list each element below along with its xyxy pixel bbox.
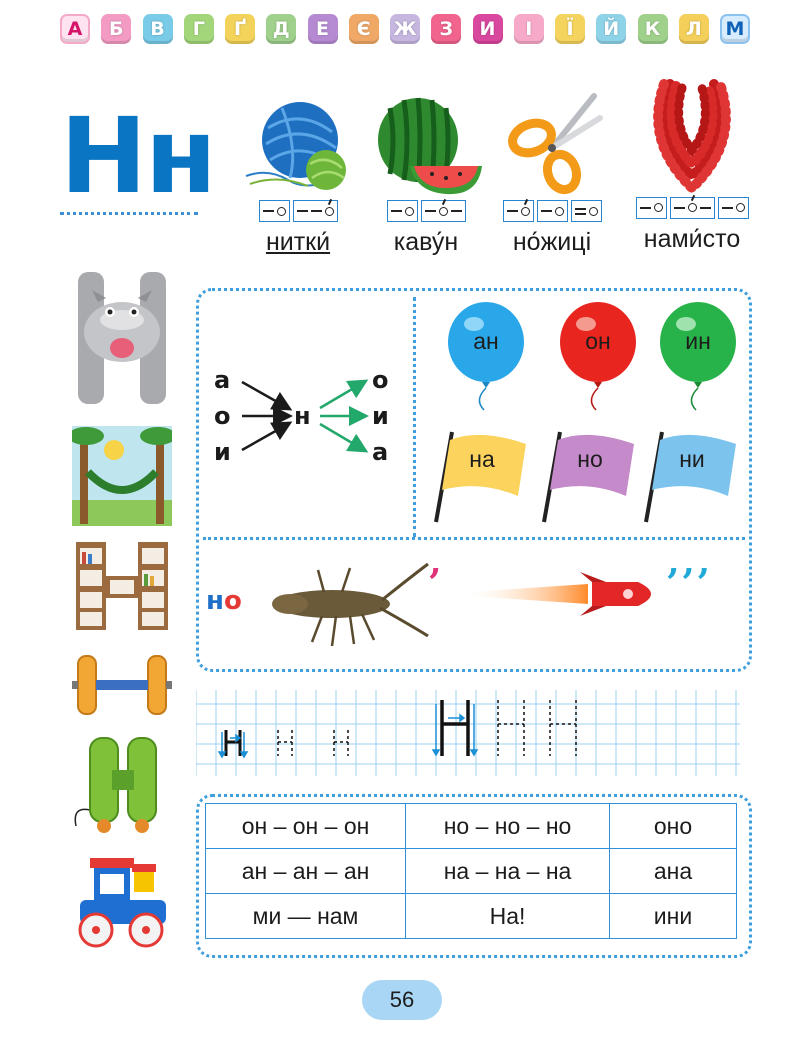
syllable-table <box>205 803 737 939</box>
letter-underline <box>60 212 198 215</box>
short-sound-mark: ’ <box>428 560 442 605</box>
table-row <box>206 894 737 939</box>
flag-label: на <box>469 446 495 472</box>
table-cell: ини <box>610 894 737 939</box>
table-cell: ми — нам <box>206 894 406 939</box>
syllable-o: о <box>223 586 242 616</box>
letter-n-center: н <box>294 402 311 430</box>
letter-a-right: а <box>372 438 389 466</box>
sound-scheme <box>387 200 466 222</box>
beads-necklace-icon <box>632 76 752 196</box>
alphabet-letter: З <box>431 14 461 44</box>
alphabet-letter: Є <box>349 14 379 44</box>
letter-y-right: и <box>372 402 389 430</box>
yarn-ball-icon <box>238 88 358 196</box>
syllable-n: н <box>206 586 224 616</box>
letter-o-left: о <box>214 402 231 430</box>
table-cell: на – на – на <box>406 849 610 894</box>
alphabet-letter: А <box>60 14 90 44</box>
letter-y-left: и <box>214 438 231 466</box>
bookshelf-letter-icon <box>72 540 172 632</box>
table-cell: На! <box>406 894 610 939</box>
alphabet-letter: І <box>514 14 544 44</box>
crayfish-icon <box>262 556 432 652</box>
page-number: 56 <box>362 980 442 1020</box>
scissors-icon <box>492 88 612 196</box>
alphabet-letter: Б <box>101 14 131 44</box>
balloon-label: ан <box>473 328 499 354</box>
table-cell: ана <box>610 849 737 894</box>
long-sound-mark: ’’’ <box>666 560 712 605</box>
balloon-yn-icon <box>656 300 740 412</box>
writing-grid <box>196 690 740 776</box>
word-card-nozhytsi <box>482 88 622 257</box>
syllable-no <box>206 586 242 616</box>
sound-scheme <box>503 200 602 222</box>
balloon-on-icon <box>556 300 640 412</box>
alphabet-letter: Ґ <box>225 14 255 44</box>
panel-divider <box>203 537 745 540</box>
balloon-an-icon <box>444 300 528 412</box>
flag-no-icon <box>538 428 638 524</box>
table-cell: он – он – он <box>206 804 406 849</box>
word-card-nytky <box>228 88 368 257</box>
alphabet-letter: Е <box>308 14 338 44</box>
flag-na-icon <box>430 428 530 524</box>
word-label: но́жиці <box>512 228 592 256</box>
word-label: каву́н <box>393 228 459 256</box>
alphabet-letter: Г <box>184 14 214 44</box>
watermelon-icon <box>366 88 486 196</box>
merge-arrows-icon <box>236 366 376 466</box>
alphabet-letter: Ж <box>390 14 420 44</box>
letter-o-right: о <box>372 366 389 394</box>
alphabet-letter: Л <box>679 14 709 44</box>
balloon-label: ин <box>685 328 711 354</box>
word-card-namysto <box>622 76 762 254</box>
rocket-icon <box>468 570 666 618</box>
flag-label: ни <box>679 446 705 472</box>
alphabet-letter: М <box>720 14 750 44</box>
sound-scheme <box>259 200 338 222</box>
table-row <box>206 804 737 849</box>
green-spool-icon <box>72 736 172 836</box>
table-cell: ан – ан – ан <box>206 849 406 894</box>
alphabet-letter: Д <box>266 14 296 44</box>
word-label: нитки́ <box>265 228 331 256</box>
table-cell: оно <box>610 804 737 849</box>
hippo-letter-icon <box>72 268 172 408</box>
alphabet-letter: Й <box>596 14 626 44</box>
word-label: нами́сто <box>643 224 741 253</box>
panel-divider <box>413 297 416 537</box>
table-row <box>206 849 737 894</box>
table-cell: но – но – но <box>406 804 610 849</box>
alphabet-letter: И <box>473 14 503 44</box>
toy-train-icon <box>72 854 172 950</box>
flag-label: но <box>577 446 603 472</box>
flag-ny-icon <box>640 428 740 524</box>
alphabet-letter: К <box>638 14 668 44</box>
alphabet-letter: В <box>143 14 173 44</box>
sound-scheme <box>636 197 749 219</box>
word-card-kavun <box>356 88 496 257</box>
alphabet-letter: Ї <box>555 14 585 44</box>
hammock-icon <box>72 426 172 526</box>
dumbbell-icon <box>72 648 172 722</box>
big-letter: Нн <box>60 95 215 217</box>
letter-a-left: а <box>214 366 231 394</box>
balloon-label: он <box>585 328 611 354</box>
alphabet-strip <box>60 14 750 48</box>
